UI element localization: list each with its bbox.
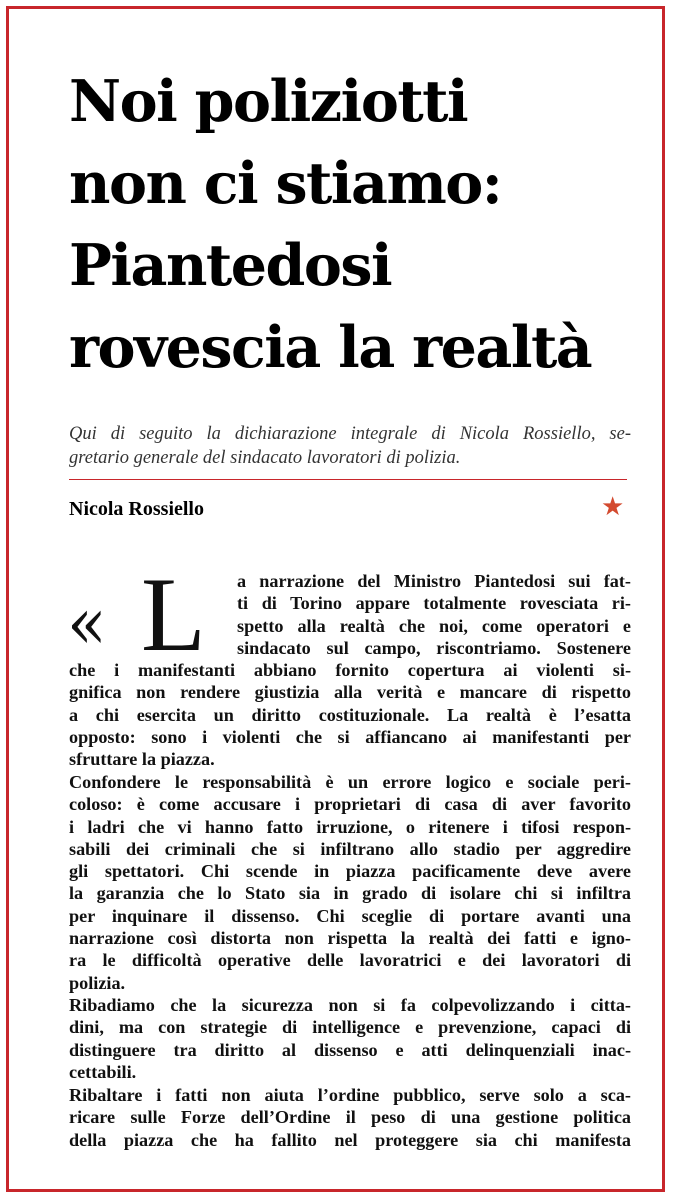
body-line: opposto: sono i violenti che si affiancano ai manifestanti per (69, 726, 631, 747)
divider-rule (69, 479, 627, 480)
body-line: narrazione così distorta non rispetta la realtà dei fatti e igno- (69, 928, 631, 949)
title-line: Noi poliziotti (69, 68, 468, 135)
body-line: distinguere tra diritto al dissenso e atti delinquenziali inac- (69, 1039, 631, 1060)
paragraph-2 (69, 771, 631, 994)
body-line: spetto alla realtà che noi, come operatori e (237, 615, 631, 636)
paragraph-4 (69, 1084, 631, 1151)
body-line: cettabili. (69, 1061, 137, 1082)
body-line: ricare sulle Forze dell’Ordine il peso di una gestione politica (69, 1107, 631, 1128)
body-line: sfruttare la piazza. (69, 749, 215, 770)
author-name: Nicola Rossiello (69, 498, 204, 520)
article-title (69, 61, 631, 389)
star-icon: ★ (601, 492, 625, 522)
title-line: non ci stiamo: (69, 150, 502, 217)
dropcap-letter: L (141, 556, 206, 673)
body-line: polizia. (69, 972, 126, 993)
body-line: gli spettatori. Chi scende in piazza pacificamente deve avere (69, 861, 631, 882)
body-line: a narrazione del Ministro Piantedosi sui fat- (237, 571, 631, 591)
body-line: gnifica non rendere giustizia alla verità e mancare di rispetto (69, 682, 631, 703)
body-line: ra le difficoltà operative delle lavoratrici e dei lavoratori di (69, 950, 631, 971)
subtitle-line: gretario generale del sindacato lavoratori di polizia. (69, 448, 461, 468)
title-line: rovescia la realtà (69, 314, 592, 381)
body-line: che i manifestanti abbiano fornito copertura ai violenti si- (69, 660, 631, 680)
body-line: per inquinare il dissenso. Chi sceglie di portare avanti una (69, 905, 631, 926)
body-line: sindacato sul campo, riscontriamo. Sostenere (237, 637, 631, 658)
body-line: Confondere le responsabilità è un errore logico e sociale peri- (69, 772, 631, 792)
body-line: i ladri che vi hanno fatto irruzione, o ritenere i tifosi respon- (69, 816, 631, 837)
body-line: a chi esercita un diritto costituzionale. La realtà è l’esatta (69, 704, 631, 725)
body-line: la garanzia che lo Stato sia in grado di isolare chi si infiltra (69, 883, 631, 904)
body-line: della piazza che ha fallito nel proteggere sia chi manifesta (69, 1129, 631, 1150)
title-line: Piantedosi (69, 232, 392, 299)
body-line: sabili dei criminali che si infiltrano allo stadio per aggredire (69, 838, 631, 859)
body-line: dini, ma con strategie di intelligence e prevenzione, capaci di (69, 1017, 631, 1038)
body-line: coloso: è come accusare i proprietari di casa di aver favorito (69, 794, 631, 815)
subtitle-line: Qui di seguito la dichiarazione integrale di Nicola Rossiello, se- (69, 424, 631, 444)
paragraph-3 (69, 994, 631, 1083)
paragraph-1 (69, 659, 631, 770)
article-frame (6, 6, 665, 1192)
intro-paragraph (237, 570, 631, 659)
article-subtitle (69, 422, 631, 470)
body-line: Ribaltare i fatti non aiuta l’ordine pubblico, serve solo a sca- (69, 1085, 631, 1105)
open-quote-mark: « (67, 581, 107, 665)
body-line: ti di Torino appare totalmente rovesciata ri- (237, 593, 631, 614)
body-line: Ribadiamo che la sicurezza non si fa colpevolizzando i citta- (69, 995, 631, 1015)
